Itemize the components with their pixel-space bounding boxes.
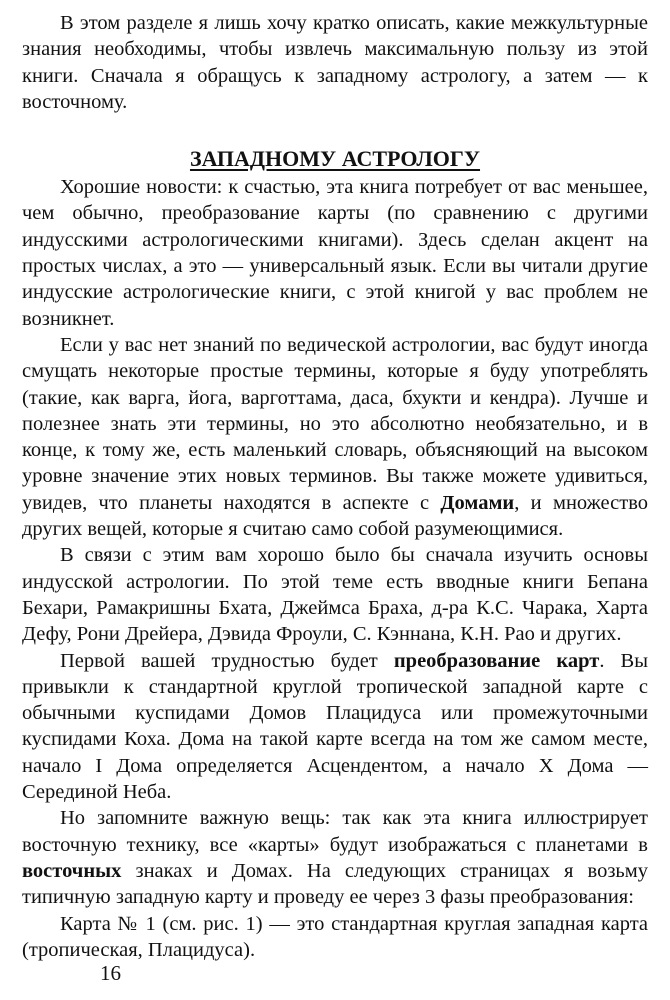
paragraph-chart-conversion [22, 648, 648, 806]
paragraph-text: Первой вашей трудностью будет [60, 649, 394, 672]
paragraph-text: знаках и Домах. На следующих страницах я возьму типичную западную карту и проведу ее через 3 фазы преобразования: [22, 859, 648, 909]
page-number: 16 [100, 961, 121, 985]
paragraph-text: . Вы привыкли к стандартной круглой тропической западной карте с обычными куспидами Домов Плацидуса или промежуточными куспидами Коха. Дома на такой карте всегда на том же самом месте, начало I Дома определяется Асцендентом, а начало X Дома — Серединой Неба. [22, 649, 648, 804]
intro-paragraph: В этом разделе я лишь хочу кратко описать, какие межкультурные знания необходимы, чтобы извлечь максимальную пользу из этой книги. Сначала я обращусь к западному астрологу, а затем — к восточному. [22, 12, 648, 113]
page-body [22, 10, 648, 963]
bold-term: Домами [440, 491, 515, 514]
paragraph-eastern-technique [22, 805, 648, 910]
bold-term: восточных [22, 859, 122, 882]
paragraph-recommended-books: В связи с этим вам хорошо было бы сначала изучить основы индусской астрологии. По этой теме есть вводные книги Бепана Бехари, Рамакришны Бхата, Джеймса Браха, д-ра К.С. Чарака, Харта Дефу, Рони Дрейера, Дэвида Фроули, С. Кэннана, К.Н. Рао и других. [22, 544, 648, 646]
paragraph-terms [22, 332, 648, 542]
paragraph-text: Если у вас нет знаний по ведической астрологии, вас будут иногда смущать некоторые простые термины, которые я буду употреблять (такие, как варга, йога, варготтама, даса, бхукти и кендра). Лучше и полезнее знать эти термины, но это абсолютно необязательно, и в конце, к тому же, есть маленький словарь, объясняющий на высоком уровне значение этих новых терминов. Вы также можете удивиться, увидев, что планеты находятся в аспекте с [22, 333, 648, 514]
section-heading: ЗАПАДНОМУ АСТРОЛОГУ [189, 146, 481, 172]
paragraph-good-news: Хорошие новости: к счастью, эта книга потребует от вас меньшее, чем обычно, преобразование карты (по сравнению с другими индусскими астрологическими книгами). Здесь сделан акцент на простых числах, а это — универсальный язык. Если вы читали другие индусские астрологические книги, с этой книгой у вас проблем не возникнет. [22, 176, 648, 330]
bold-term: преобразование карт [393, 649, 600, 672]
paragraph-chart-one: Карта № 1 (см. рис. 1) — это стандартная круглая западная карта (тропическая, Плацидуса). [22, 912, 648, 961]
paragraph-text: Но запомните важную вещь: так как эта книга иллюстрирует восточную технику, все «карты» будут изображаться с планетами в [22, 807, 648, 856]
paragraph-text: , и множество других вещей, которые я считаю само собой разумеющимися. [22, 491, 649, 541]
